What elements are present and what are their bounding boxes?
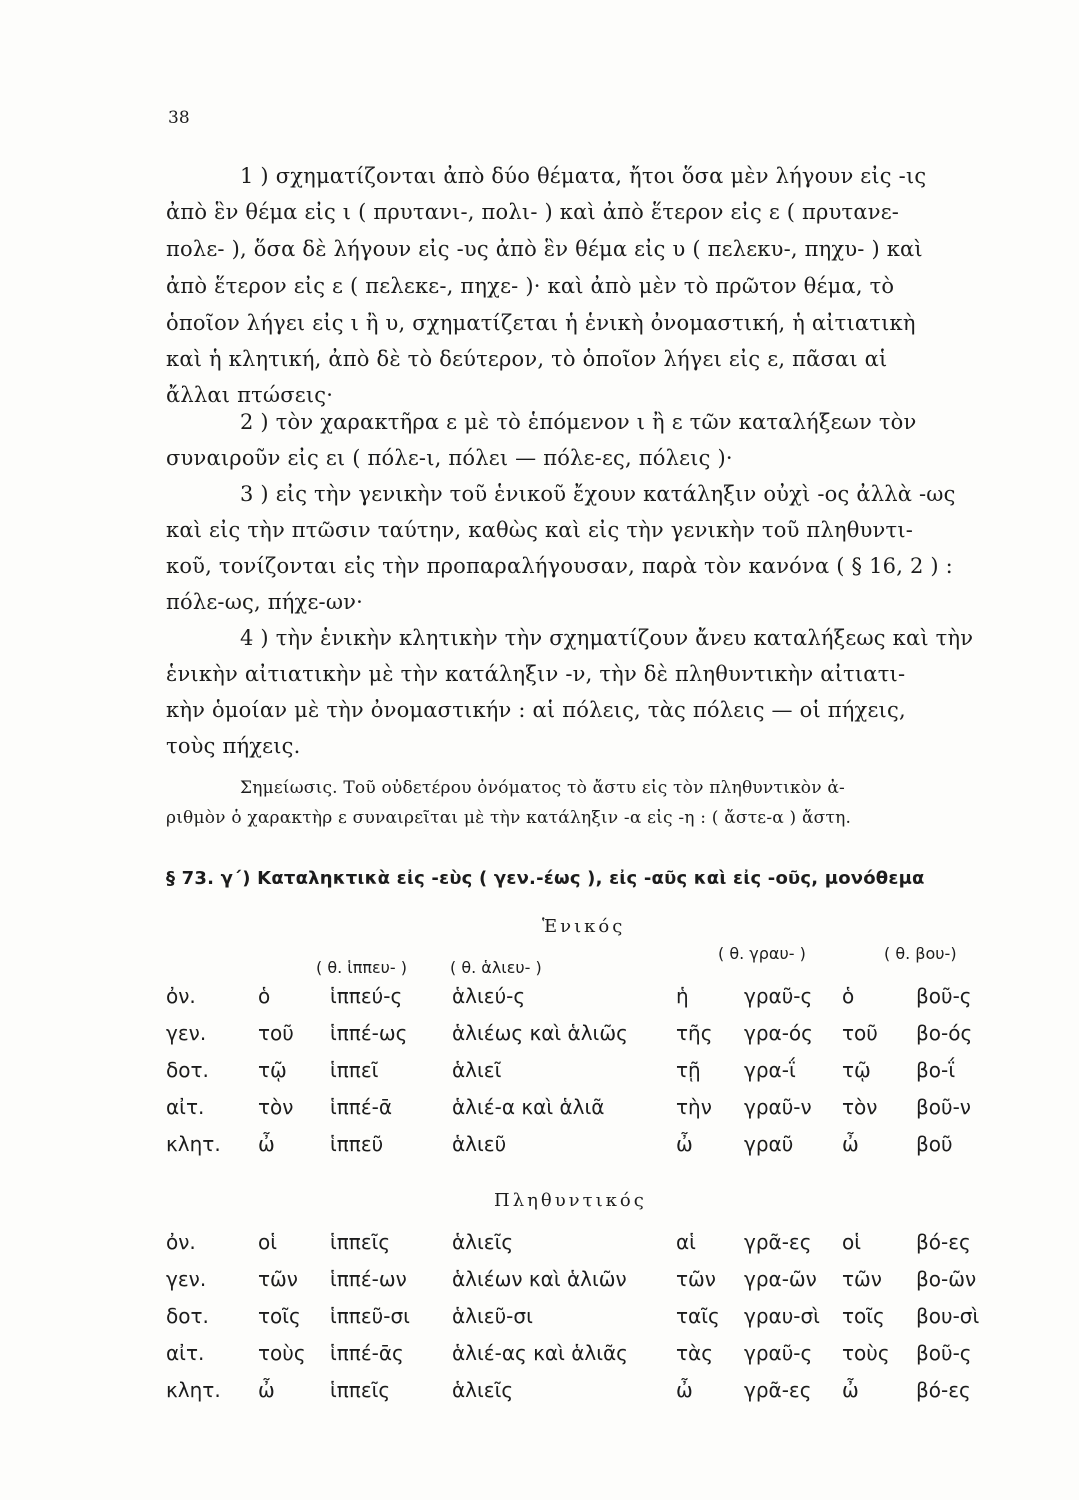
plural-cell-art3: ταῖς [676,1304,720,1328]
singular-cell-form3: γρα-ΐ [744,1058,796,1082]
plural-label: Πληθυντικός [494,1190,647,1211]
singular-cell-form1: ἱππέ-ως [330,1021,408,1045]
plural-cell-case: δοτ. [166,1304,209,1328]
plural-cell-art1: τοὺς [258,1341,306,1365]
plural-cell-case: γεν. [166,1267,207,1291]
plural-cell-form4: βο-ῶν [916,1267,977,1291]
plural-cell-form3: γραυ-σὶ [744,1304,820,1328]
stem-header-hippeu: ( θ. ἱππευ- ) [316,958,407,977]
note-line-1: Σημείωσις. Τοῦ οὐδετέρου ὀνόματος τὸ ἄστυ εἰς τὸν πληθυντικὸν ἀ- [240,778,845,798]
rule-line-5: ὁποῖον λήγει εἰς ι ἢ υ, σχηματίζεται ἡ ἑνικὴ ὀνομαστική, ἡ αἰτιατικὴ [166,311,916,335]
singular-cell-art1: ὦ [258,1132,275,1156]
plural-cell-form1: ἱππέ-ων [330,1267,407,1291]
singular-cell-form4: βο-ός [916,1021,973,1045]
plural-cell-art1: τῶν [258,1267,298,1291]
plural-cell-form3: γρα-ῶν [744,1267,817,1291]
plural-cell-form4: βου-σὶ [916,1304,980,1328]
singular-cell-art1: ὁ [258,984,271,1008]
plural-cell-art4: τοῖς [842,1304,885,1328]
page-number: 38 [168,108,190,128]
plural-cell-form1: ἱππεῦ-σι [330,1304,410,1328]
singular-cell-form1: ἱππεῖ [330,1058,379,1082]
rule-line-13: πόλε-ως, πήχε-ων· [166,590,364,614]
singular-cell-case: ὀν. [166,984,196,1008]
plural-cell-art3: ὦ [676,1378,693,1402]
plural-cell-form1: ἱππεῖς [330,1230,391,1254]
rule-line-16: κὴν ὁμοίαν μὲ τὴν ὀνομαστικήν : αἱ πόλεις, τὰς πόλεις — οἱ πήχεις, [166,698,906,722]
rule-line-3: πολε- ), ὅσα δὲ λήγουν εἰς -υς ἀπὸ ἓν θέμα εἰς υ ( πελεκυ-, πηχυ- ) καὶ [166,237,923,261]
singular-cell-form4: βοῦ-ς [916,984,972,1008]
rule-line-9: συναιροῦν εἰς ει ( πόλε-ι, πόλει — πόλε-ες, πόλεις )· [166,446,733,470]
plural-cell-art1: τοῖς [258,1304,301,1328]
plural-cell-form4: βό-ες [916,1230,971,1254]
plural-cell-form4: βοῦ-ς [916,1341,972,1365]
plural-cell-form3: γραῦ-ς [744,1341,813,1365]
stem-header-halieu: ( θ. ἁλιευ- ) [450,958,542,977]
singular-cell-art4: τὸν [842,1095,878,1119]
plural-cell-case: ὀν. [166,1230,196,1254]
plural-cell-form2: ἁλιεῖς [452,1378,514,1402]
plural-cell-art4: τοὺς [842,1341,890,1365]
plural-cell-art1: οἱ [258,1230,278,1254]
plural-cell-form2: ἁλιεῦ-σι [452,1304,533,1328]
singular-cell-form3: γρα-ός [744,1021,813,1045]
singular-cell-form2: ἁλιέως καὶ ἁλιῶς [452,1021,628,1045]
rule-line-6: καὶ ἡ κλητική, ἀπὸ δὲ τὸ δεύτερον, τὸ ὁποῖον λήγει εἰς ε, πᾶσαι αἱ [166,347,888,371]
singular-cell-art1: τοῦ [258,1021,294,1045]
singular-cell-form1: ἱππέ-ᾱ [330,1095,393,1119]
plural-cell-form1: ἱππεῖς [330,1378,391,1402]
singular-cell-form1: ἱππεῦ [330,1132,384,1156]
rule-line-17: τοὺς πήχεις. [166,734,301,758]
plural-cell-art1: ὦ [258,1378,275,1402]
singular-cell-art3: τῆς [676,1021,713,1045]
singular-cell-form4: βο-ΐ [916,1058,955,1082]
plural-cell-art4: οἱ [842,1230,862,1254]
section-heading: § 73. γ´) Καταληκτικὰ εἰς -εὺς ( γεν.-έως ), εἰς -αῦς καὶ εἰς -οῦς, μονόθεμα [166,868,925,889]
plural-cell-art3: τὰς [676,1341,713,1365]
rule-line-2: ἀπὸ ἓν θέμα εἰς ι ( πρυτανι-, πολι- ) καὶ ἀπὸ ἕτερον εἰς ε ( πρυτανε- [166,200,900,224]
singular-cell-art4: τοῦ [842,1021,878,1045]
singular-cell-form2: ἁλιεύ-ς [452,984,526,1008]
singular-cell-art3: τῇ [676,1058,701,1082]
rule-line-10: 3 ) εἰς τὴν γενικὴν τοῦ ἑνικοῦ ἔχουν κατάληξιν οὐχὶ -ος ἀλλὰ -ως [240,482,956,506]
singular-label: Ἑνικός [542,916,626,937]
plural-cell-art4: τῶν [842,1267,882,1291]
singular-cell-form4: βοῦ [916,1132,953,1156]
rule-line-11: καὶ εἰς τὴν πτῶσιν ταύτην, καθὼς καὶ εἰς τὴν γενικὴν τοῦ πληθυντι- [166,518,914,542]
plural-cell-form4: βό-ες [916,1378,971,1402]
rule-line-1: 1 ) σχηματίζονται ἀπὸ δύο θέματα, ἤτοι ὅσα μὲν λήγουν εἰς -ις [240,164,927,188]
plural-cell-form2: ἁλιεῖς [452,1230,514,1254]
rule-line-8: 2 ) τὸν χαρακτῆρα ε μὲ τὸ ἑπόμενον ι ἢ ε τῶν καταλήξεων τὸν [240,410,917,434]
singular-cell-art1: τῷ [258,1058,287,1082]
plural-cell-art3: τῶν [676,1267,716,1291]
plural-cell-form3: γρᾶ-ες [744,1378,812,1402]
singular-cell-form3: γραῦ [744,1132,794,1156]
singular-cell-art3: ἡ [676,984,689,1008]
plural-cell-form2: ἁλιέ-ας καὶ ἁλιᾶς [452,1341,628,1365]
singular-cell-case: δοτ. [166,1058,209,1082]
singular-cell-form2: ἁλιεῦ [452,1132,507,1156]
plural-cell-form2: ἁλιέων καὶ ἁλιῶν [452,1267,627,1291]
stem-header-grau: ( θ. γραυ- ) [718,944,806,963]
rule-line-14: 4 ) τὴν ἑνικὴν κλητικὴν τὴν σχηματίζουν ἄνευ καταλήξεως καὶ τὴν [240,626,974,650]
singular-cell-art1: τὸν [258,1095,294,1119]
singular-cell-form2: ἁλιεῖ [452,1058,502,1082]
singular-cell-case: κλητ. [166,1132,221,1156]
singular-cell-case: αἰτ. [166,1095,205,1119]
singular-cell-art3: τὴν [676,1095,712,1119]
plural-cell-case: αἰτ. [166,1341,205,1365]
singular-cell-case: γεν. [166,1021,207,1045]
rule-line-7: ἄλλαι πτώσεις· [166,383,334,407]
singular-cell-art4: ὦ [842,1132,859,1156]
plural-cell-form1: ἱππέ-ᾱς [330,1341,404,1365]
plural-cell-art4: ὦ [842,1378,859,1402]
stem-header-bou: ( θ. βου-) [884,944,957,963]
note-line-2: ριθμὸν ὁ χαρακτὴρ ε συναιρεῖται μὲ τὴν κατάληξιν -α εἰς -η : ( ἄστε-α ) ἄστη. [166,808,852,828]
rule-line-15: ἑνικὴν αἰτιατικὴν μὲ τὴν κατάληξιν -ν, τὴν δὲ πληθυντικὴν αἰτιατι- [166,662,906,686]
plural-cell-art3: αἱ [676,1230,696,1254]
plural-cell-form3: γρᾶ-ες [744,1230,812,1254]
rule-line-12: κοῦ, τονίζονται εἰς τὴν προπαραλήγουσαν, παρὰ τὸν κανόνα ( § 16, 2 ) : [166,554,953,578]
singular-cell-art3: ὦ [676,1132,693,1156]
singular-cell-form4: βοῦ-ν [916,1095,971,1119]
plural-cell-case: κλητ. [166,1378,221,1402]
singular-cell-art4: τῷ [842,1058,871,1082]
rule-line-4: ἀπὸ ἕτερον εἰς ε ( πελεκε-, πηχε- )· καὶ ἀπὸ μὲν τὸ πρῶτον θέμα, τὸ [166,274,895,298]
singular-cell-form1: ἱππεύ-ς [330,984,403,1008]
singular-cell-art4: ὁ [842,984,855,1008]
singular-cell-form3: γραῦ-ν [744,1095,812,1119]
singular-cell-form3: γραῦ-ς [744,984,813,1008]
singular-cell-form2: ἁλιέ-α καὶ ἁλιᾶ [452,1095,605,1119]
